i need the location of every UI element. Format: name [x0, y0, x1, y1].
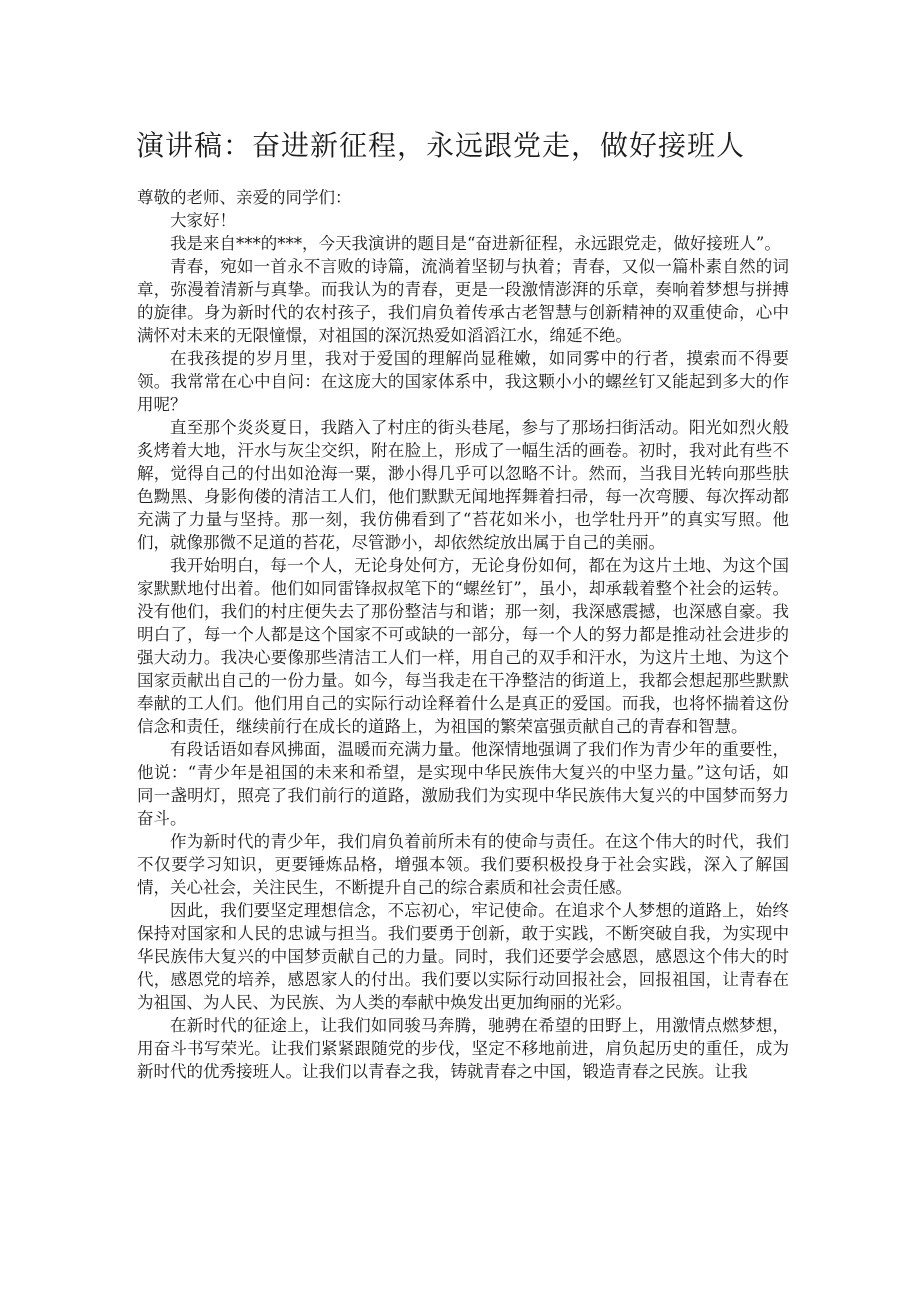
paragraph-intro: 我是来自***的***，今天我演讲的题目是“奋进新征程，永远跟党走，做好接班人”。	[170, 234, 781, 253]
document-body	[137, 186, 789, 1083]
document-title: 演讲稿：奋进新征程，永远跟党走，做好接班人	[136, 129, 746, 162]
paragraph-youth: 青春，宛如一首永不言败的诗篇，流淌着坚韧与执着；青春，又似一篇朴素自然的词章，弥漫着清新与真挚。而我认为的青春，更是一段激情澎湃的乐章，奏响着梦想与拼搏的旋律。身为新时代的农村孩子，我们肩负着传承古老智慧与创新精神的双重使命，心中满怀对未来的无限憧憬，对祖国的深沉热爱如滔滔江水，绵延不绝。	[137, 257, 789, 345]
salutation: 尊敬的老师、亲爱的同学们：	[137, 188, 352, 207]
paragraph-childhood: 在我孩提的岁月里，我对于爱国的理解尚显稚嫩，如同雾中的行者，摸索而不得要领。我常常在心中自问：在这庞大的国家体系中，我这颗小小的螺丝钉又能起到多大的作用呢？	[137, 349, 789, 414]
paragraph-understanding: 我开始明白，每一个人，无论身处何方，无论身份如何，都在为这片土地、为这个国家默默地付出着。他们如同雷锋叔叔笔下的“螺丝钉”，虽小，却承载着整个社会的运转。没有他们，我们的村庄便失去了那份整洁与和谐；那一刻，我深感震撼，也深感自豪。我明白了，每一个人都是这个国家不可或缺的一部分，每一个人的努力都是推动社会进步的强大动力。我决心要像那些清洁工人们一样，用自己的双手和汗水，为这片土地、为这个国家贡献出自己的一份力量。如今，每当我走在干净整洁的街道上，我都会想起那些默默奉献的工人们。他们用自己的实际行动诠释着什么是真正的爱国。而我，也将怀揣着这份信念和责任，继续前行在成长的道路上，为祖国的繁荣富强贡献自己的青春和智慧。	[137, 556, 789, 736]
paragraph-mission: 作为新时代的青少年，我们肩负着前所未有的使命与责任。在这个伟大的时代，我们不仅要学习知识，更要锤炼品格，增强本领。我们要积极投身于社会实践，深入了解国情，关心社会，关注民生，不断提升自己的综合素质和社会责任感。	[137, 832, 789, 897]
paragraph-closing: 在新时代的征途上，让我们如同骏马奔腾，驰骋在希望的田野上，用激情点燃梦想，用奋斗书写荣光。让我们紧紧跟随党的步伐，坚定不移地前进，肩负起历史的重任，成为新时代的优秀接班人。让我们以青春之我，铸就青春之中国，锻造青春之民族。让我	[137, 1016, 789, 1081]
paragraph-summer: 直至那个炎炎夏日，我踏入了村庄的街头巷尾，参与了那场扫街活动。阳光如烈火般炙烤着大地，汗水与灰尘交织，附在脸上，形成了一幅生活的画卷。初时，我对此有些不解，觉得自己的付出如沧海一粟，渺小得几乎可以忽略不计。然而，当我目光转向那些肤色黝黑、身影佝偻的清洁工人们，他们默默无闻地挥舞着扫帚，每一次弯腰、每次挥动都充满了力量与坚持。那一刻，我仿佛看到了“苔花如米小，也学牡丹开”的真实写照。他们，就像那微不足道的苔花，尽管渺小，却依然绽放出属于自己的美丽。	[137, 418, 789, 552]
paragraph-quote: 有段话语如春风拂面，温暖而充满力量。他深情地强调了我们作为青少年的重要性，他说：“青少年是祖国的未来和希望，是实现中华民族伟大复兴的中坚力量。”这句话，如同一盏明灯，照亮了我们前行的道路，激励我们为实现中华民族伟大复兴的中国梦而努力奋斗。	[137, 740, 789, 828]
paragraph-greeting: 大家好！	[170, 211, 236, 230]
paragraph-ideals: 因此，我们要坚定理想信念，不忘初心，牢记使命。在追求个人梦想的道路上，始终保持对国家和人民的忠诚与担当。我们要勇于创新，敢于实践，不断突破自我，为实现中华民族伟大复兴的中国梦贡献自己的力量。同时，我们还要学会感恩，感恩这个伟大的时代，感恩党的培养，感恩家人的付出。我们要以实际行动回报社会，回报祖国，让青春在为祖国、为人民、为民族、为人类的奉献中焕发出更加绚丽的光彩。	[137, 901, 789, 1012]
